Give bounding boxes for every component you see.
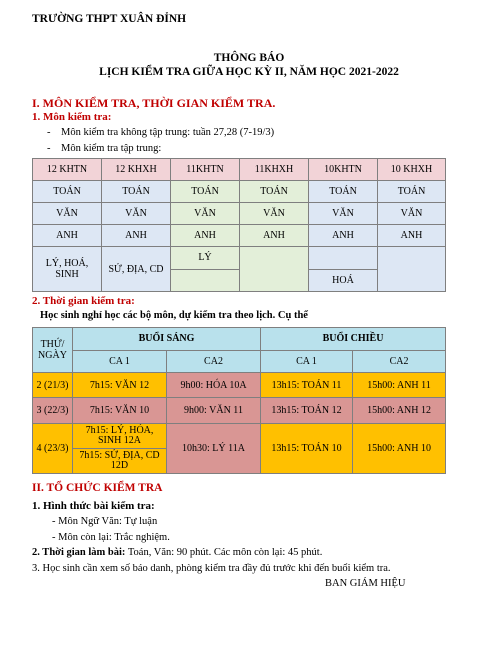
subject-cell: ANH <box>309 225 378 247</box>
class-header: 11KHXH <box>240 159 309 181</box>
afternoon-header: BUỔI CHIỀU <box>261 328 446 351</box>
notice-subtitle: LỊCH KIỂM TRA GIỮA HỌC KỲ II, NĂM HỌC 2021-2022 <box>99 66 399 78</box>
exam-cell: 15h00: ANH 10 <box>353 424 446 474</box>
exam-cell: 13h15: TOÁN 12 <box>261 398 353 424</box>
exam-cell: 9h00: VĂN 11 <box>167 398 261 424</box>
schedule-note: Học sinh nghỉ học các bộ môn, dự kiểm tra theo lịch. Cụ thể <box>40 310 308 321</box>
schedule-header-row <box>33 328 446 351</box>
schedule-row <box>33 373 446 398</box>
subjects-row-english <box>33 225 446 247</box>
class-header: 12 KHTN <box>33 159 102 181</box>
exam-cell: 9h00: HÓA 10A <box>167 373 261 398</box>
subjects-table <box>32 158 446 292</box>
subject-cell: VĂN <box>171 203 240 225</box>
notice-title: THÔNG BÁO <box>213 52 285 64</box>
subject-cell: TOÁN <box>102 181 171 203</box>
class-header: 10 KHXH <box>378 159 446 181</box>
subjects-row-math <box>33 181 446 203</box>
subject-cell: ANH <box>171 225 240 247</box>
exam-cell: 7h15: VĂN 10 <box>73 398 167 424</box>
class-header: 12 KHXH <box>102 159 171 181</box>
subject-cell: SỬ, ĐỊA, CD <box>102 247 171 292</box>
subject-cell: VĂN <box>102 203 171 225</box>
subject-cell: TOÁN <box>33 181 102 203</box>
subjects-row-extra-1 <box>33 247 446 270</box>
subjects-header-row <box>33 159 446 181</box>
subject-cell: ANH <box>240 225 309 247</box>
exam-cell: 15h00: ANH 11 <box>353 373 446 398</box>
bullet-text: Môn kiểm tra không tập trung: tuần 27,28 (7-19/3) <box>61 127 275 138</box>
subject-cell-empty <box>171 269 240 292</box>
class-header: 11KHTN <box>171 159 240 181</box>
subject-cell: ANH <box>102 225 171 247</box>
subject-cell: LÝ <box>171 247 240 270</box>
day-header: THỨ/ NGÀY <box>33 328 73 373</box>
day-cell: 3 (22/3) <box>33 398 73 424</box>
day-cell: 4 (23/3) <box>33 424 73 474</box>
exam-format-heading: 1. Hình thức bài kiểm tra: <box>32 500 155 512</box>
subject-cell: TOÁN <box>171 181 240 203</box>
subject-cell: TOÁN <box>378 181 446 203</box>
exam-duration <box>32 547 322 558</box>
school-name: TRƯỜNG THPT XUÂN ĐỈNH <box>32 13 187 25</box>
subjects-row-literature <box>33 203 446 225</box>
subject-cell: VĂN <box>378 203 446 225</box>
day-cell: 2 (21/3) <box>33 373 73 398</box>
exam-cell: 7h15: VĂN 12 <box>73 373 167 398</box>
exam-instruction: 3. Học sinh cần xem số báo danh, phòng kiểm tra đầy đủ trước khi đến buổi kiểm tra. <box>32 563 391 574</box>
exam-format-literature: - Môn Ngữ Văn: Tự luận <box>52 516 158 527</box>
subject-cell-empty <box>309 247 378 270</box>
exam-cell: 15h00: ANH 12 <box>353 398 446 424</box>
exam-format-others: - Môn còn lại: Trắc nghiệm. <box>52 532 170 543</box>
bullet-non-centralized: - Môn kiểm tra không tập trung: tuần 27,28 (7-19/3) <box>47 127 275 138</box>
shift-header-row <box>33 350 446 373</box>
subject-cell: VĂN <box>240 203 309 225</box>
class-header: 10KHTN <box>309 159 378 181</box>
subject-cell: VĂN <box>309 203 378 225</box>
section-2-heading: II. TỔ CHỨC KIỂM TRA <box>32 482 163 494</box>
exam-cell: 7h15: SỬ, ĐỊA, CD 12D <box>73 449 167 474</box>
schedule-row <box>33 424 446 449</box>
subject-cell: TOÁN <box>240 181 309 203</box>
signature: BAN GIÁM HIỆU <box>325 578 406 589</box>
exam-duration-text: Toán, Văn: 90 phút. Các môn còn lại: 45 phút. <box>125 547 323 558</box>
exam-duration-label: 2. Thời gian làm bài: <box>32 547 126 558</box>
shift-header: CA 1 <box>261 350 353 373</box>
shift-header: CA 1 <box>73 350 167 373</box>
shift-header: CA2 <box>353 350 446 373</box>
subject-cell: VĂN <box>33 203 102 225</box>
morning-header: BUỔI SÁNG <box>73 328 261 351</box>
subjects-subheading: 1. Môn kiểm tra: <box>32 111 112 123</box>
section-1-heading: I. MÔN KIỂM TRA, THỜI GIAN KIỂM TRA. <box>32 96 276 110</box>
bullet-text: Môn kiểm tra tập trung: <box>61 143 162 154</box>
schedule-table <box>32 327 446 474</box>
time-subheading: 2. Thời gian kiểm tra: <box>32 295 135 307</box>
exam-cell: 13h15: TOÁN 10 <box>261 424 353 474</box>
subject-cell-empty <box>378 247 446 292</box>
exam-cell: 10h30: LÝ 11A <box>167 424 261 474</box>
shift-header: CA2 <box>167 350 261 373</box>
exam-cell: 13h15: TOÁN 11 <box>261 373 353 398</box>
subject-cell-empty <box>240 247 309 292</box>
subject-cell: TOÁN <box>309 181 378 203</box>
exam-cell: 7h15: LÝ, HÓA, SINH 12A <box>73 424 167 449</box>
subject-cell: LÝ, HOÁ, SINH <box>33 247 102 292</box>
subject-cell: ANH <box>33 225 102 247</box>
bullet-centralized: - Môn kiểm tra tập trung: <box>47 143 162 154</box>
subject-cell: ANH <box>378 225 446 247</box>
subject-cell: HOÁ <box>309 269 378 292</box>
schedule-row <box>33 398 446 424</box>
